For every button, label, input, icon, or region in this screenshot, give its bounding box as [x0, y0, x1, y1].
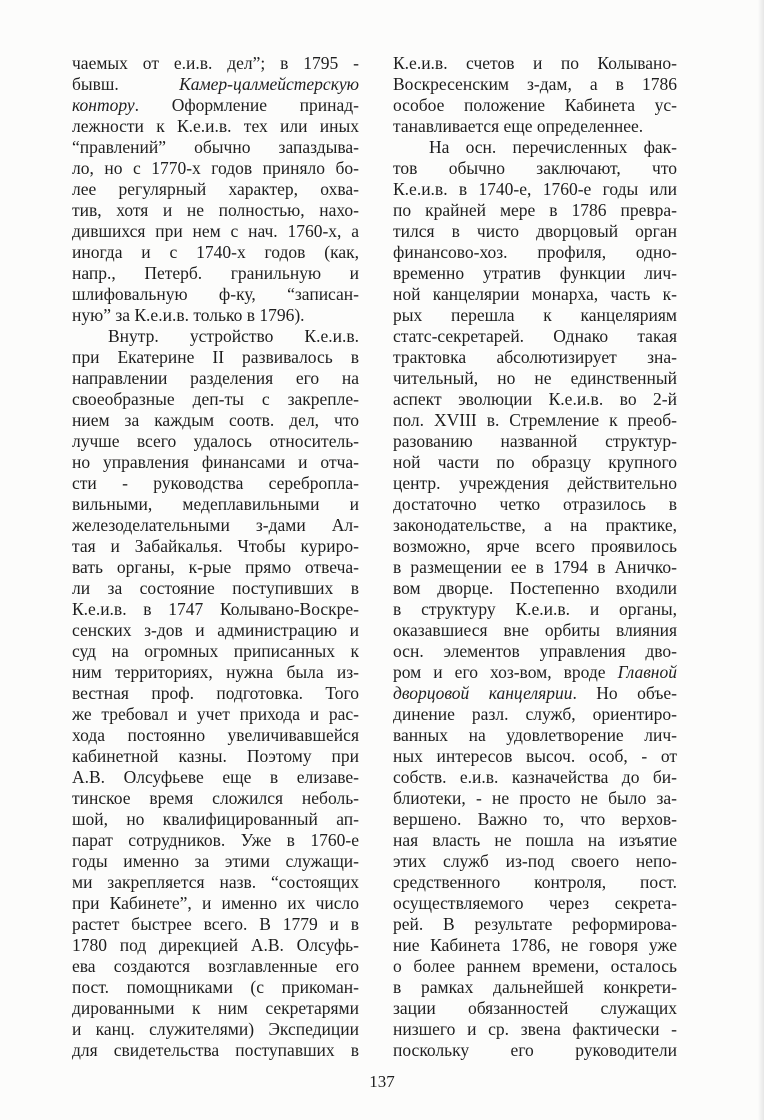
text-line	[393, 662, 677, 683]
text-segment: ром и его хоз-вом, вроде	[393, 662, 618, 682]
text-line: ванных на удовлетворение лич-	[393, 725, 677, 745]
text-line: ли за состояние поступивших в	[72, 578, 359, 598]
text-line: особое положение Кабинета ус-	[393, 95, 677, 115]
text-line: своеобразные деп-ты с закрепле-	[72, 389, 359, 409]
text-line: “правлений” обычно запаздыва-	[72, 137, 359, 157]
text-line	[393, 683, 677, 704]
text-line: в структуру К.е.и.в. и органы,	[393, 599, 677, 619]
text-line: блиотеки, - не просто не было за-	[393, 788, 677, 808]
text-line: достаточно четко отразилось в	[393, 494, 677, 514]
italic-term: Главной	[617, 662, 677, 682]
text-line: шой, но квалифицированный ап-	[72, 809, 359, 829]
text-line: хода постоянно увеличивавшейся	[72, 725, 359, 745]
text-line: танавливается еще определеннее.	[393, 116, 644, 136]
text-line: К.е.и.в. в 1747 Колывано-Воскре-	[72, 599, 359, 619]
text-line: ми закрепляется назв. “состоящих	[72, 872, 359, 892]
text-segment: . Но объе-	[572, 683, 677, 703]
text-line: иногда и с 1740-х годов (как,	[72, 242, 359, 262]
text-line: возможно, ярче всего проявилось	[393, 536, 677, 556]
scan-edge-shadow	[758, 0, 764, 1120]
text-line: К.е.и.в. счетов и по Колывано-	[393, 53, 677, 73]
text-line: и канц. служителями) Экспедиции	[72, 1019, 359, 1039]
text-line: ных интересов высоч. особ, - от	[393, 746, 677, 766]
italic-term: контору	[72, 95, 135, 115]
text-line: лее регулярный характер, охва-	[72, 179, 359, 199]
text-segment: . Оформление принад-	[134, 95, 359, 115]
text-line: А.В. Олсуфьеве еще в елизаве-	[72, 767, 359, 787]
text-line: ло, но с 1770-х годов приняло бо-	[72, 158, 359, 178]
text-line: сенских з-дов и администрацию и	[72, 620, 359, 640]
text-line: чительный, но не единственный	[393, 368, 677, 388]
text-line: дированными к ним секретарями	[72, 998, 359, 1018]
text-line: но управления финансами и отча-	[72, 452, 359, 472]
text-line: финансово-хоз. профиля, одно-	[393, 242, 677, 262]
text-line: осн. элементов управления дво-	[393, 641, 677, 661]
text-line: оказавшиеся вне орбиты влияния	[393, 620, 677, 640]
text-line: в рамках дальнейшей конкрети-	[393, 977, 677, 997]
text-line: дившихся при нем с нач. 1760-х, а	[72, 221, 359, 241]
text-line: железоделательными з-дами Ал-	[72, 515, 359, 535]
text-line: аспект эволюции К.е.и.в. во 2-й	[393, 389, 677, 409]
text-line: ева создаются возглавленные его	[72, 956, 359, 976]
text-line: вать органы, к-рые прямо отвеча-	[72, 557, 359, 577]
text-line: На осн. перечисленных фак-	[429, 137, 677, 157]
text-line: направлении разделения его на	[72, 368, 359, 388]
italic-term: дворцовой канцелярии	[393, 683, 573, 703]
text-line: ной канцелярии монарха, часть к-	[393, 284, 677, 304]
text-line: собств. е.и.в. казначейства до би-	[393, 767, 677, 787]
text-line: тая и Забайкалья. Чтобы куриро-	[72, 536, 359, 556]
text-line: напр., Петерб. гранильную и	[72, 263, 359, 283]
text-line: разованию названной структур-	[393, 431, 677, 451]
text-line: годы именно за этими служащи-	[72, 851, 359, 871]
text-line: зации обязанностей служащих	[393, 998, 677, 1018]
text-line: динение разл. служб, ориентиро-	[393, 704, 677, 724]
text-line: чаемых от е.и.в. дел”; в 1795 -	[72, 53, 359, 73]
text-line: лучше всего удалось относитель-	[72, 431, 359, 451]
text-line: тов обычно заключают, что	[393, 158, 677, 178]
text-line: нием за каждым соотв. дел, что	[72, 410, 359, 430]
page-number: 137	[369, 1072, 395, 1091]
text-line: по крайней мере в 1786 превра-	[393, 200, 677, 220]
text-column-right	[393, 53, 677, 1061]
text-line: рых перешла к канцеляриям	[393, 305, 677, 325]
text-line: для свидетельства поступавших в	[72, 1040, 359, 1060]
text-line: тив, хотя и не полностью, нахо-	[72, 200, 359, 220]
text-line: тинское время сложился неболь-	[72, 788, 359, 808]
text-line: кабинетной казны. Поэтому при	[72, 746, 359, 766]
text-line: ние Кабинета 1786, не говоря уже	[393, 935, 677, 955]
text-line: пол. XVIII в. Стремление к преоб-	[393, 410, 677, 430]
text-line: при Екатерине II развивалось в	[72, 347, 359, 367]
text-line: в размещении ее в 1794 в Аничко-	[393, 557, 677, 577]
text-line: 1780 под дирекцией А.В. Олсуфь-	[72, 935, 359, 955]
italic-term: Камер-цалмейстерскую	[179, 74, 359, 94]
text-line: парат сотрудников. Уже в 1760-е	[72, 830, 359, 850]
text-line: Внутр. устройство К.е.и.в.	[108, 326, 359, 346]
text-line: средственного контроля, пост.	[393, 872, 677, 892]
text-line: лежности к К.е.и.в. тех или иных	[72, 116, 359, 136]
text-line: этих служб из-под своего непо-	[393, 851, 677, 871]
text-line: вильными, медеплавильными и	[72, 494, 359, 514]
text-line: ная власть не пошла на изъятие	[393, 830, 677, 850]
text-line: ной части по образцу крупного	[393, 452, 677, 472]
text-line: временно утратив функции лич-	[393, 263, 677, 283]
text-line: статс-секретарей. Однако такая	[393, 326, 677, 346]
text-line: же требовал и учет прихода и рас-	[72, 704, 359, 724]
text-line: о более раннем времени, осталось	[393, 956, 677, 976]
text-line: Воскресенским з-дам, а в 1786	[393, 74, 677, 94]
text-line: К.е.и.в. в 1740-е, 1760-е годы или	[393, 179, 677, 199]
text-line: тился в чисто дворцовый орган	[393, 221, 677, 241]
text-line: вом дворце. Постепенно входили	[393, 578, 677, 598]
text-line	[72, 74, 359, 95]
text-line: рей. В результате реформирова-	[393, 914, 677, 934]
text-line: законодательстве, а на практике,	[393, 515, 677, 535]
text-line: низшего и ср. звена фактически -	[393, 1019, 677, 1039]
text-line: ную” за К.е.и.в. только в 1796).	[72, 305, 305, 325]
text-line: вершено. Важно то, что верхов-	[393, 809, 677, 829]
text-line: трактовка абсолютизирует зна-	[393, 347, 677, 367]
text-line: осуществляемого через секрета-	[393, 893, 677, 913]
text-line: вестная проф. подготовка. Того	[72, 683, 359, 703]
text-line	[72, 95, 359, 116]
text-column-left	[72, 53, 359, 1061]
text-line: растет быстрее всего. В 1779 и в	[72, 914, 359, 934]
text-segment: бывш.	[72, 74, 180, 94]
text-line: при Кабинете”, и именно их число	[72, 893, 359, 913]
text-line: суд на огромных приписанных к	[72, 641, 359, 661]
text-line: сти - руководства серебропла-	[72, 473, 359, 493]
text-line: шлифовальную ф-ку, “записан-	[72, 284, 359, 304]
text-line: ним территориях, нужна была из-	[72, 662, 359, 682]
text-line: центр. учреждения действительно	[393, 473, 677, 493]
text-line: поскольку его руководители	[393, 1040, 677, 1060]
text-line: пост. помощниками (с прикоман-	[72, 977, 359, 997]
